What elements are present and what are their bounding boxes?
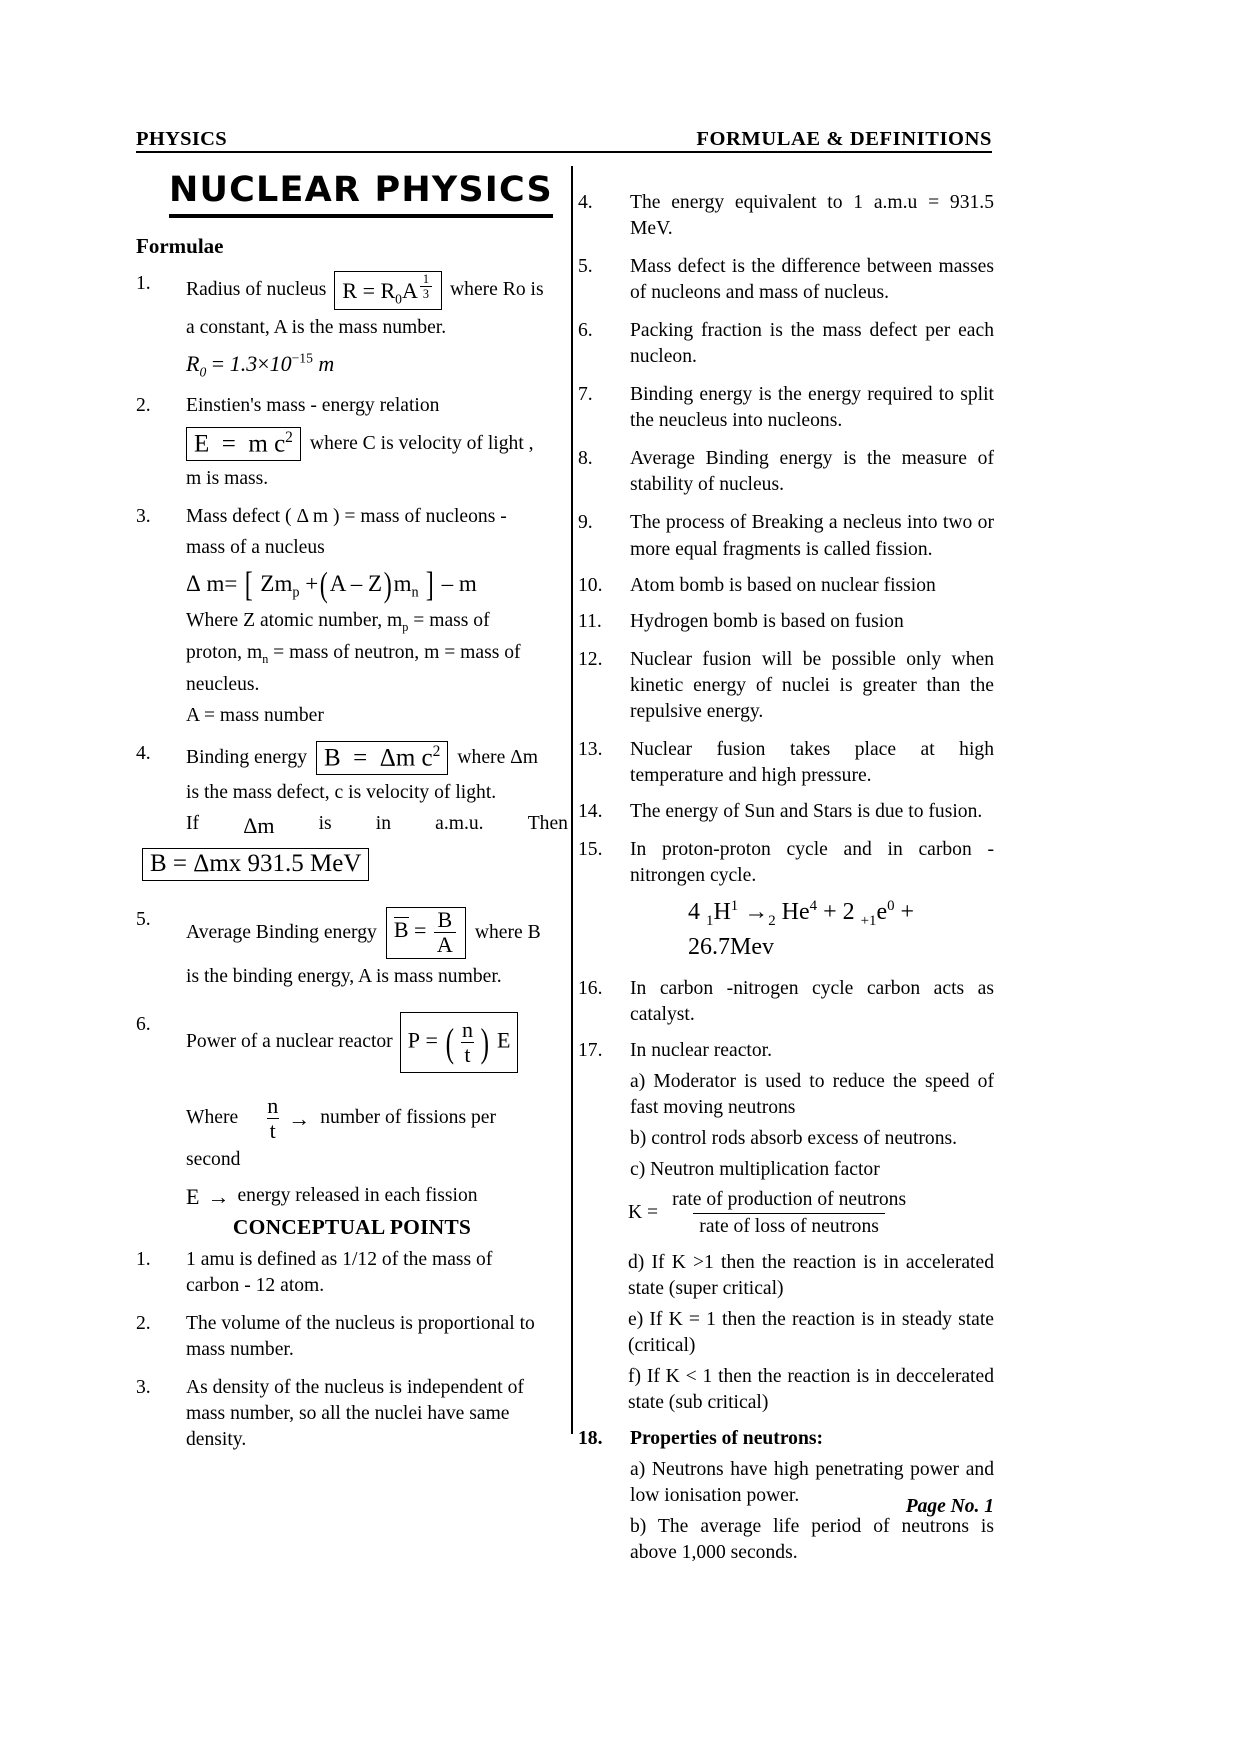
item-number: 6.	[578, 320, 593, 342]
if-word: If	[186, 812, 200, 834]
page-header	[136, 128, 992, 151]
k-label: K =	[628, 1202, 659, 1224]
conceptual-item-3	[136, 1375, 568, 1453]
formula-1-line2: a constant, A is the mass number.	[186, 316, 447, 338]
item-number: 4.	[136, 743, 151, 764]
formula-item-4	[136, 741, 568, 881]
formula-6-line3-text: energy released in each fission	[237, 1185, 478, 1207]
conceptual-2-line2: mass number.	[186, 1339, 294, 1361]
formula-item-5	[136, 907, 568, 990]
formula-4-line2: is the mass defect, c is velocity of light.	[186, 781, 497, 803]
k-numerator: rate of production of neutrons	[672, 1188, 907, 1210]
right-item-6	[578, 318, 994, 370]
item-number: 11.	[578, 610, 602, 632]
formula-6-box: P = ( $\frac{n}{t}$ ) E	[400, 1012, 519, 1073]
formula-2-box: E = m $c^2$	[186, 427, 301, 461]
formula-2-line1: Einstien's mass - energy relation	[186, 395, 440, 417]
formula-4-box: B = Δm $c^2$	[316, 741, 448, 775]
formula-item-6	[136, 1012, 568, 1211]
item-number: 6.	[136, 1013, 151, 1035]
right-item-12-text: Nuclear fusion will be possible only when kinetic energy of nuclei is greater than the repulsive energy.	[630, 648, 994, 722]
n-numerator: n	[267, 1092, 279, 1118]
formula-4-note: where Δm	[457, 746, 539, 768]
item-number: 9.	[578, 512, 593, 534]
frac-numerator: B	[437, 906, 453, 932]
formula-6-line2: second	[186, 1148, 241, 1170]
right-item-17-text: In nuclear reactor.	[630, 1039, 772, 1061]
item-number: 10.	[578, 574, 603, 596]
formula-3-line5: neucleus.	[186, 673, 260, 695]
formula-4-line3	[186, 811, 568, 840]
arrow-icon: →	[288, 1105, 311, 1131]
right-item-7	[578, 382, 994, 434]
left-column	[136, 160, 568, 1453]
item-number: 13.	[578, 738, 603, 760]
arrow-icon: →	[207, 1183, 230, 1209]
header-divider-rule	[136, 151, 992, 153]
formula-3-line4: proton, $m_n$ = mass of neutron, m = mass of	[186, 641, 521, 666]
formula-1-note: where Ro is	[450, 279, 544, 301]
fusion-equation: 4 $_1H^1 \to_2$ $He^4 + 2$ $_{+1}e^0 + 26.7Mev$	[688, 898, 915, 960]
item-number: 3.	[136, 1377, 151, 1399]
reactor-sub-f: f) If K < 1 then the reaction is in deccelerated state (sub critical)	[628, 1366, 994, 1414]
reactor-sub-c: c) Neutron multiplication factor	[630, 1158, 880, 1180]
k-denominator: rate of loss of neutrons	[693, 1213, 885, 1238]
where-label: Where	[186, 1107, 239, 1129]
formula-4-box2: B = Δmx 931.5 MeV	[142, 848, 369, 881]
item-number: 7.	[578, 384, 593, 406]
right-item-14-text: The energy of Sun and Stars is due to fusion.	[630, 800, 983, 822]
page-footer: Page No. 1	[905, 1496, 994, 1517]
amu-word: a.m.u.	[435, 812, 484, 834]
formula-4-label: Binding energy	[186, 746, 307, 768]
t-denominator: t	[267, 1118, 279, 1142]
header-title: FORMULAE & DEFINITIONS	[696, 128, 992, 150]
formula-1-label: Radius of nucleus	[186, 279, 327, 301]
item-number: 1.	[136, 1248, 151, 1270]
e-symbol: E	[186, 1183, 200, 1209]
right-item-14	[578, 799, 994, 825]
right-item-8	[578, 446, 994, 498]
formula-3-line6: A = mass number	[186, 704, 324, 726]
reactor-sub-e: e) If K = 1 then the reaction is in steady state (critical)	[628, 1308, 994, 1356]
item-number: 14.	[578, 800, 603, 822]
where-after: number of fissions per	[320, 1107, 496, 1129]
is-word: is	[318, 812, 332, 834]
formula-1-box: $R = R_0A$ $^{\frac{1}{3}}$	[334, 271, 442, 310]
formula-6-label: Power of a nuclear reactor	[186, 1031, 393, 1053]
conceptual-points-heading: CONCEPTUAL POINTS	[232, 1214, 472, 1239]
formula-3-line3: Where Z atomic number, $m_p$ = mass of	[186, 609, 490, 634]
formula-2-line3: m is mass.	[186, 468, 269, 490]
item-number: 2.	[136, 395, 151, 417]
right-item-7-text: Binding energy is the energy required to split the neucleus into nucleons.	[630, 384, 994, 432]
right-item-6-text: Packing fraction is the mass defect per each nucleon.	[630, 320, 994, 368]
in-word: in	[375, 812, 392, 834]
formula-5-note: where B	[474, 921, 541, 943]
conceptual-item-2	[136, 1311, 568, 1363]
right-item-15-text: In proton-proton cycle and in carbon - nitrongen cycle.	[630, 838, 994, 886]
reactor-sub-a: a) Moderator is used to reduce the speed of fast moving neutrons	[630, 1070, 994, 1118]
formula-item-1	[136, 271, 568, 381]
conceptual-1-line1: 1 amu is defined as 1/12 of the mass of	[186, 1248, 493, 1270]
right-item-11-text: Hydrogen bomb is based on fusion	[630, 610, 904, 632]
conceptual-3-line2: mass number, so all the nuclei have same	[186, 1403, 510, 1425]
right-item-17	[578, 1038, 994, 1183]
right-item-12	[578, 647, 994, 725]
frac-denominator: A	[434, 932, 456, 956]
reactor-sub-b: b) control rods absorb excess of neutrons.	[630, 1127, 958, 1149]
conceptual-3-line3: density.	[186, 1429, 247, 1451]
formula-1-equation: $R_0 = 1.3\times 10^{-15}$ m	[186, 350, 335, 380]
right-item-9-text: The process of Breaking a necleus into two or more equal fragments is called fission.	[630, 512, 994, 560]
item-number: 5.	[136, 908, 151, 930]
right-item-11	[578, 609, 994, 635]
right-item-10	[578, 573, 994, 599]
formula-item-2	[136, 393, 568, 492]
conceptual-item-1	[136, 1247, 568, 1299]
item-number: 17.	[578, 1039, 603, 1061]
right-item-9	[578, 510, 994, 562]
right-item-4-text: The energy equivalent to 1 a.m.u = 931.5 MeV.	[630, 192, 994, 240]
formula-3-line2: mass of a nucleus	[186, 537, 325, 559]
neutron-multiplication-factor-equation	[628, 1189, 994, 1238]
item-number: 4.	[578, 192, 593, 213]
formula-2-note: where C is velocity of light ,	[309, 433, 534, 455]
formula-5-label: Average Binding energy	[186, 921, 377, 943]
neutron-properties-title: Properties of neutrons:	[630, 1428, 824, 1450]
item-number: 12.	[578, 648, 603, 670]
reactor-sub-d: d) If K >1 then the reaction is in accelerated state (super critical)	[628, 1251, 994, 1299]
right-item-13-text: Nuclear fusion takes place at high temperature and high pressure.	[630, 738, 994, 786]
item-number: 16.	[578, 977, 603, 999]
right-item-13	[578, 737, 994, 789]
formula-5-line2: is the binding energy, A is mass number.	[186, 965, 502, 987]
neutron-property-a: a) Neutrons have high penetrating power and low ionisation power.	[630, 1459, 994, 1507]
conceptual-2-line1: The volume of the nucleus is proportional to	[186, 1313, 535, 1335]
page-title: NUCLEAR PHYSICS	[169, 170, 553, 218]
neutron-property-b: b) The average life period of neutrons is above 1,000 seconds.	[630, 1516, 994, 1564]
right-item-16	[578, 976, 994, 1028]
item-number: 5.	[578, 256, 593, 278]
right-item-8-text: Average Binding energy is the measure of stability of nucleus.	[630, 448, 994, 496]
item-number: 1.	[136, 273, 151, 294]
formula-5-box: B = $\frac{B}{A}$	[386, 907, 466, 959]
right-item-5-text: Mass defect is the difference between masses of nucleons and mass of nucleus.	[630, 256, 994, 304]
formula-item-3	[136, 504, 568, 729]
right-item-4	[578, 190, 994, 242]
then-word: Then	[527, 812, 568, 834]
right-item-10-text: Atom bomb is based on nuclear fission	[630, 574, 936, 596]
formulae-heading: Formulae	[136, 234, 224, 258]
item-number: 8.	[578, 448, 593, 470]
formula-3-line1: Mass defect ( Δ m ) = mass of nucleons -	[186, 506, 507, 528]
formula-3-equation: Δ m= [ $Zm_p +(A - Z)m_n$ ] – m	[186, 566, 477, 605]
item-number: 2.	[136, 1313, 151, 1335]
item-number: 3.	[136, 506, 151, 528]
column-divider-rule	[571, 166, 573, 1434]
right-item-15	[578, 837, 994, 964]
conceptual-1-line2: carbon - 12 atom.	[186, 1275, 325, 1297]
formula-6-where	[186, 1092, 568, 1143]
header-subject: PHYSICS	[136, 128, 227, 150]
formula-6-line3	[186, 1182, 568, 1211]
item-number: 18.	[578, 1428, 603, 1450]
right-column	[578, 160, 994, 1566]
conceptual-3-line1: As density of the nucleus is independent of	[186, 1377, 524, 1399]
right-item-5	[578, 254, 994, 306]
item-number: 15.	[578, 838, 603, 860]
delta-m-symbol: Δm	[243, 812, 275, 838]
right-item-16-text: In carbon -nitrogen cycle carbon acts as catalyst.	[630, 977, 994, 1025]
